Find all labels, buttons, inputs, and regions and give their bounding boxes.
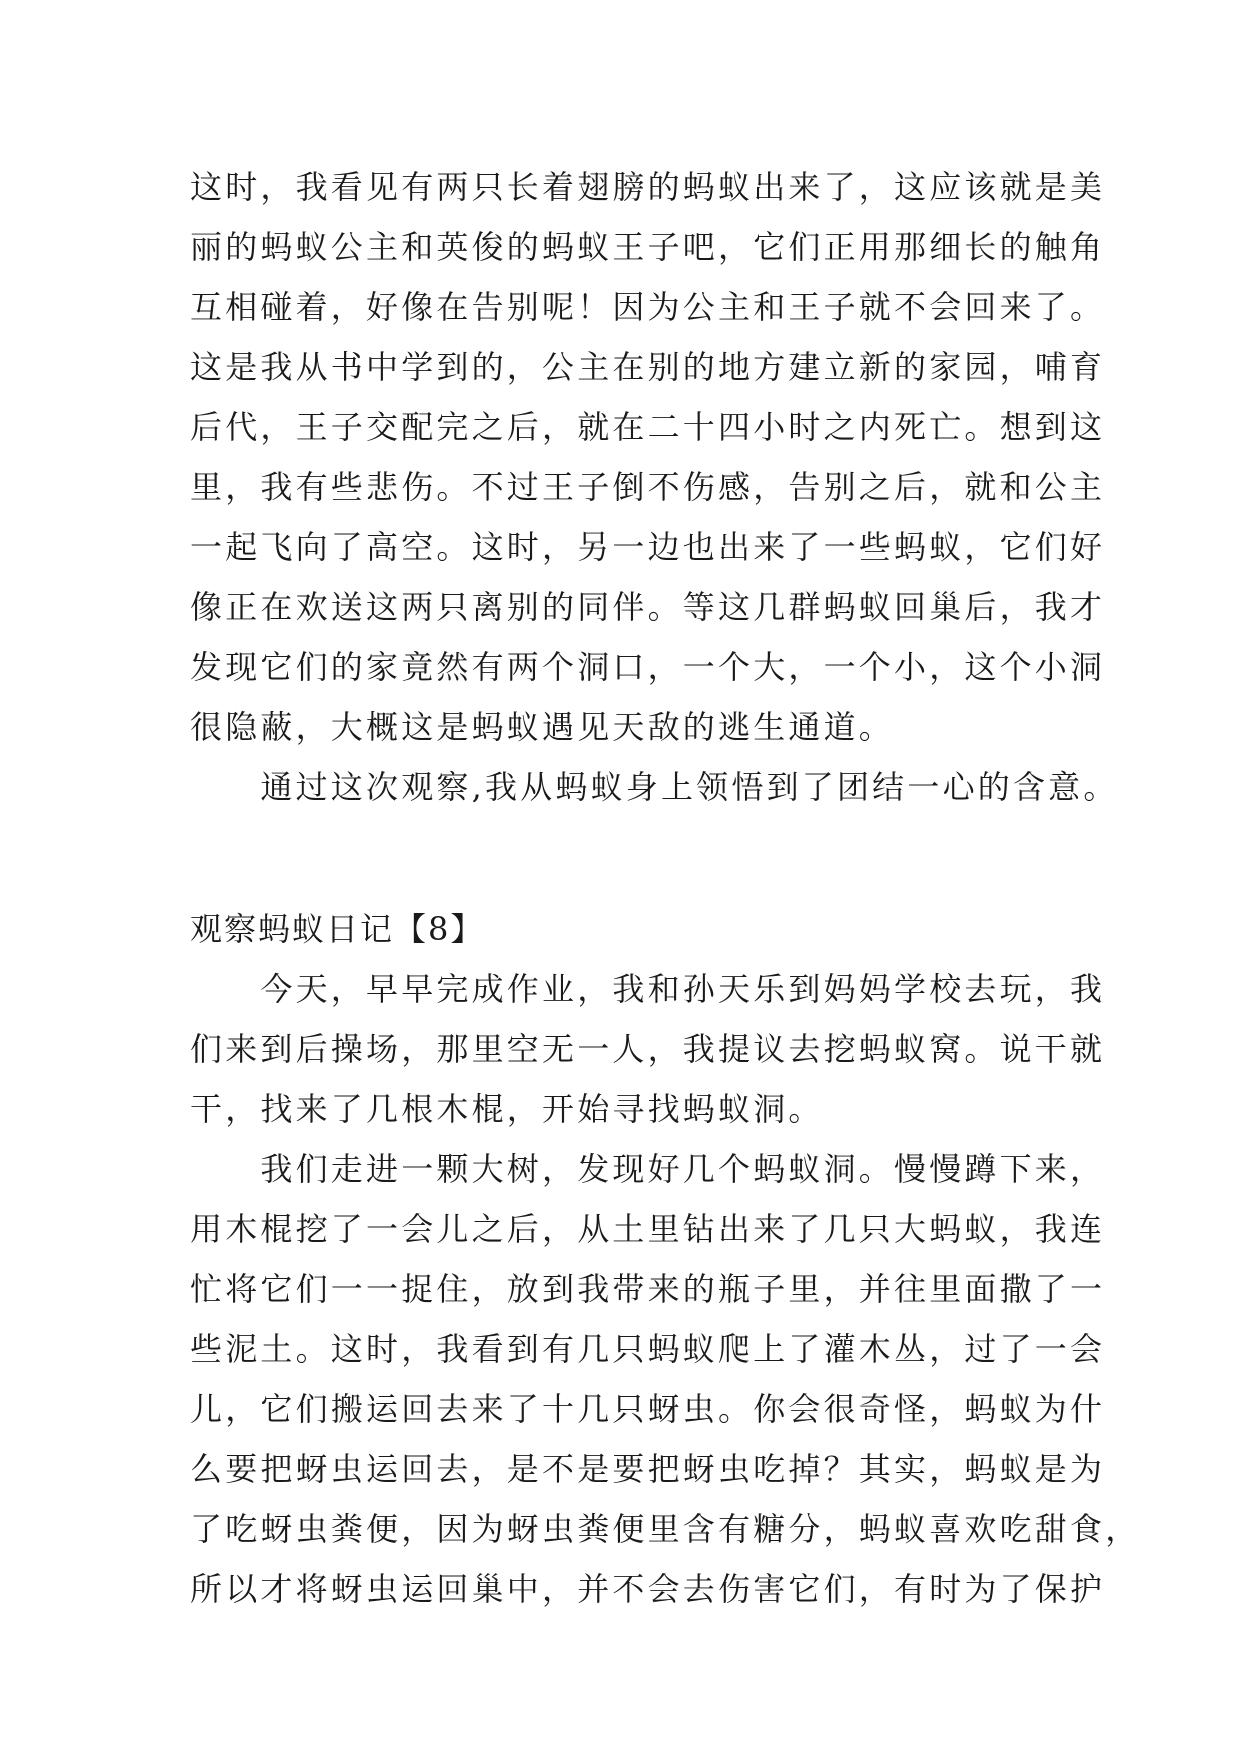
paragraph-line: 么要把蚜虫运回去，是不是要把蚜虫吃掉？其实，蚂蚁是为 <box>190 1450 1106 1488</box>
paragraph-line: 们来到后操场，那里空无一人，我提议去挖蚂蚁窝。说干就 <box>190 1030 1106 1068</box>
paragraph-line: 这是我从书中学到的，公主在别的地方建立新的家园，哺育 <box>190 348 1106 386</box>
paragraph-line: 了吃蚜虫粪便，因为蚜虫粪便里含有糖分，蚂蚁喜欢吃甜食， <box>190 1510 1141 1548</box>
paragraph-line: 今天，早早完成作业，我和孙天乐到妈妈学校去玩，我 <box>190 970 1106 1008</box>
paragraph-line: 忙将它们一一捉住，放到我带来的瓶子里，并往里面撒了一 <box>190 1270 1106 1308</box>
paragraph-line: 这时，我看见有两只长着翅膀的蚂蚁出来了，这应该就是美 <box>190 168 1106 206</box>
paragraph-line: 里，我有些悲伤。不过王子倒不伤感，告别之后，就和公主 <box>190 468 1106 506</box>
paragraph-line: 通过这次观察,我从蚂蚁身上领悟到了团结一心的含意。 <box>190 768 1119 806</box>
paragraph-line: 丽的蚂蚁公主和英俊的蚂蚁王子吧，它们正用那细长的触角 <box>190 228 1106 266</box>
paragraph-line: 干，找来了几根木棍，开始寻找蚂蚁洞。 <box>190 1090 824 1128</box>
paragraph-line: 发现它们的家竟然有两个洞口，一个大，一个小，这个小洞 <box>190 648 1106 686</box>
paragraph-line: 互相碰着，好像在告别呢！因为公主和王子就不会回来了。 <box>190 288 1106 326</box>
paragraph-line: 所以才将蚜虫运回巢中，并不会去伤害它们，有时为了保护 <box>190 1570 1106 1608</box>
paragraph-line: 后代，王子交配完之后，就在二十四小时之内死亡。想到这 <box>190 408 1106 446</box>
paragraph-line: 一起飞向了高空。这时，另一边也出来了一些蚂蚁，它们好 <box>190 528 1106 566</box>
paragraph-line: 用木棍挖了一会儿之后，从土里钻出来了几只大蚂蚁，我连 <box>190 1210 1106 1248</box>
diary-section-continued <box>190 157 1119 817</box>
section-title: 观察蚂蚁日记【8】 <box>190 910 485 948</box>
paragraph-line: 些泥土。这时，我看到有几只蚂蚁爬上了灌木丛，过了一会 <box>190 1330 1106 1368</box>
paragraph-line: 像正在欢送这两只离别的同伴。等这几群蚂蚁回巢后，我才 <box>190 588 1106 626</box>
diary-section-8 <box>190 899 1141 1619</box>
paragraph-line: 儿，它们搬运回去来了十几只蚜虫。你会很奇怪，蚂蚁为什 <box>190 1390 1106 1428</box>
paragraph-line: 我们走进一颗大树，发现好几个蚂蚁洞。慢慢蹲下来， <box>190 1150 1106 1188</box>
paragraph-line: 很隐蔽，大概这是蚂蚁遇见天敌的逃生通道。 <box>190 708 895 746</box>
